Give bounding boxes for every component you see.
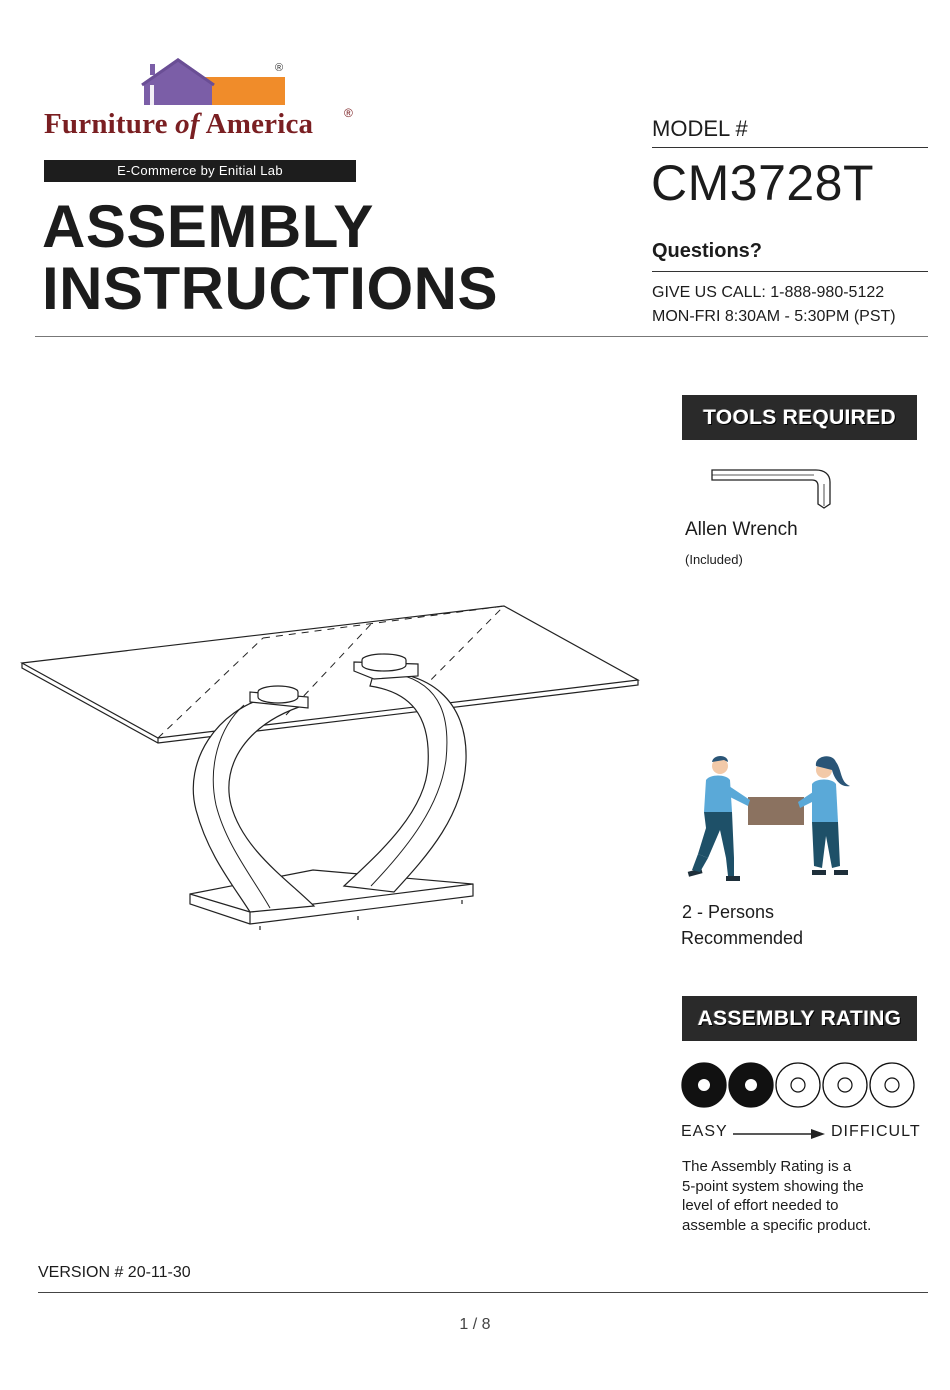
model-number: CM3728T bbox=[651, 155, 875, 211]
rating-circle-filled bbox=[682, 1063, 726, 1107]
persons-count: 2 - Persons bbox=[682, 902, 775, 922]
brand-registered-mark: ® bbox=[344, 106, 353, 120]
person-right bbox=[798, 756, 850, 875]
carried-box bbox=[748, 797, 804, 825]
document-title-line2: INSTRUCTIONS bbox=[42, 255, 498, 322]
rating-circle-filled bbox=[729, 1063, 773, 1107]
model-label: MODEL # bbox=[652, 116, 748, 141]
page-number: 1 / 8 bbox=[459, 1316, 491, 1333]
logo-chimney bbox=[150, 64, 155, 75]
brand-name-of: of bbox=[175, 108, 200, 140]
contact-phone: GIVE US CALL: 1-888-980-5122 bbox=[652, 284, 885, 301]
brand-logo-house bbox=[140, 55, 290, 115]
rating-difficult-label: DIFFICULT bbox=[831, 1123, 921, 1140]
difficulty-arrow-icon bbox=[733, 1127, 825, 1141]
rating-description-line: 5-point system showing the bbox=[682, 1177, 864, 1195]
logo-registered-mark: ® bbox=[275, 62, 284, 74]
brand-name-part3: America bbox=[199, 108, 314, 140]
glass-tabletop bbox=[22, 606, 638, 743]
rating-circle-empty bbox=[870, 1063, 914, 1107]
header-divider bbox=[35, 336, 928, 337]
two-persons-carrying-icon bbox=[680, 750, 860, 890]
person-left bbox=[688, 756, 750, 881]
allen-wrench-icon bbox=[708, 466, 838, 512]
rating-easy-label: EASY bbox=[681, 1123, 728, 1140]
tool-note: (Included) bbox=[685, 552, 743, 567]
questions-heading: Questions? bbox=[652, 240, 763, 262]
rating-description-line: assemble a specific product. bbox=[682, 1216, 872, 1234]
persons-recommended: Recommended bbox=[681, 928, 804, 948]
footer-divider bbox=[38, 1292, 928, 1293]
brand-name-part1: Furniture bbox=[44, 108, 176, 140]
contact-hours: MON-FRI 8:30AM - 5:30PM (PST) bbox=[652, 308, 896, 325]
document-title-line1: ASSEMBLY bbox=[42, 193, 374, 260]
assembly-rating-banner: ASSEMBLY RATING bbox=[682, 996, 917, 1041]
rating-circle-empty bbox=[823, 1063, 867, 1107]
brand-name bbox=[44, 108, 313, 141]
brand-tagline-bar: E-Commerce by Enitial Lab bbox=[44, 160, 356, 182]
rating-description bbox=[682, 1157, 912, 1235]
version-number: VERSION # 20-11-30 bbox=[38, 1264, 191, 1281]
dining-table-illustration bbox=[18, 600, 648, 945]
logo-house-door bbox=[150, 85, 154, 105]
model-divider bbox=[652, 147, 928, 148]
tool-name: Allen Wrench bbox=[685, 519, 798, 540]
assembly-rating-circles bbox=[680, 1060, 920, 1110]
logo-orange-block bbox=[202, 77, 285, 105]
rating-description-line: level of effort needed to bbox=[682, 1197, 839, 1214]
tools-required-banner: TOOLS REQUIRED bbox=[682, 395, 917, 440]
questions-divider bbox=[652, 271, 928, 272]
rating-description-line: The Assembly Rating is a bbox=[682, 1158, 852, 1175]
rating-circle-empty bbox=[776, 1063, 820, 1107]
